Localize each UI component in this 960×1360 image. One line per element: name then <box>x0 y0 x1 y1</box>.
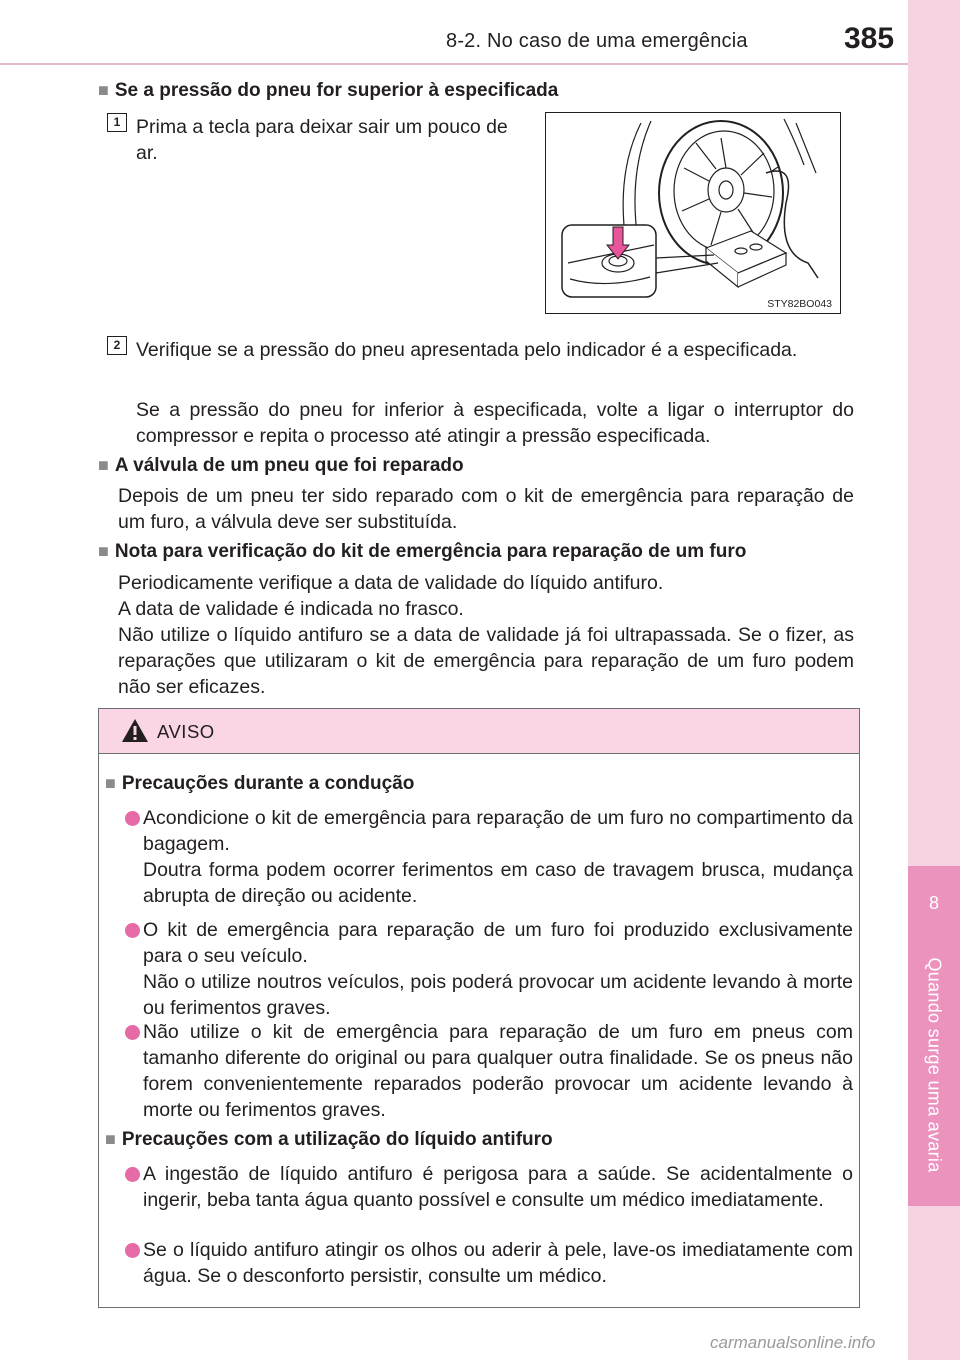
warning-title: AVISO <box>157 721 215 742</box>
step-2-badge: 2 <box>107 336 127 355</box>
kit-note-line-3: Não utilize o líquido antifuro se a data de validade já foi ultrapassada. Se o fizer, as reparações que utilizaram o kit de emergência para reparação de um furo podem não ser eficazes. <box>118 624 854 698</box>
figure-code: STY82BO043 <box>767 298 832 310</box>
watermark: carmanualsonline.info <box>710 1333 876 1352</box>
warning-heading-driving: ■ Precauções durante a condução <box>105 773 415 794</box>
valve-text: Depois de um pneu ter sido reparado com o kit de emergência para reparação de um furo, a válvula deve ser substituída. <box>118 485 854 533</box>
square-bullet-icon: ■ <box>98 455 109 475</box>
section-heading-kit-note: ■ Nota para verificação do kit de emergência para reparação de um furo <box>98 541 747 562</box>
round-bullet-icon <box>125 1025 140 1040</box>
square-bullet-icon: ■ <box>105 1129 116 1149</box>
section-title: 8-2. No caso de uma emergência <box>446 30 748 52</box>
warning-triangle-icon <box>121 718 149 743</box>
warning-item-storage-consequence: Doutra forma podem ocorrer ferimentos em caso de travagem brusca, mudança abrupta de direção ou acidente. <box>143 859 853 907</box>
warning-item-ingestion: A ingestão de líquido antifuro é perigosa para a saúde. Se acidentalmente o ingerir, beba tanta água quanto possível e consulte um médico imediatamente. <box>143 1163 853 1211</box>
warning-item-eyes-skin: Se o líquido antifuro atingir os olhos ou aderir à pele, lave-os imediatamente com água. Se o desconforto persistir, consulte um médico. <box>143 1239 853 1287</box>
warning-item-storage: Acondicione o kit de emergência para reparação de um furo no compartimento da bagagem. <box>143 807 853 855</box>
square-bullet-icon: ■ <box>105 773 116 793</box>
square-bullet-icon: ■ <box>98 541 109 561</box>
step-1-text: Prima a tecla para deixar sair um pouco de ar. <box>136 116 508 164</box>
step-2-note: Se a pressão do pneu for inferior à especificada, volte a ligar o interruptor do compressor e repita o processo até atingir a pressão especificada. <box>136 399 854 447</box>
warning-item-exclusive: O kit de emergência para reparação de um furo foi produzido exclusivamente para o seu veículo. <box>143 919 853 967</box>
tire-compressor-drawing <box>546 113 840 313</box>
round-bullet-icon <box>125 1167 140 1182</box>
section-heading-valve: ■ A válvula de um pneu que foi reparado <box>98 455 464 476</box>
round-bullet-icon <box>125 923 140 938</box>
warning-item-tire-size: Não utilize o kit de emergência para reparação de um furo em pneus com tamanho diferente do original ou para qualquer outra finalidade. Se os pneus não forem convenientemente reparados poderão provocar um acidente levando à morte ou ferimentos graves. <box>143 1021 853 1121</box>
header-divider <box>0 63 908 65</box>
warning-heading-sealant: ■ Precauções com a utilização do líquido antifuro <box>105 1129 553 1150</box>
section-heading-pressure-high: ■ Se a pressão do pneu for superior à especificada <box>98 80 559 101</box>
warning-item-exclusive-consequence: Não o utilize noutros veículos, pois poderá provocar um acidente levando à morte ou ferimentos graves. <box>143 971 853 1019</box>
round-bullet-icon <box>125 1243 140 1258</box>
kit-note-line-2: A data de validade é indicada no frasco. <box>118 598 464 620</box>
chapter-number: 8 <box>928 893 939 913</box>
square-bullet-icon: ■ <box>98 80 109 100</box>
step-1-badge: 1 <box>107 113 127 132</box>
page-number: 385 <box>844 22 895 55</box>
chapter-title: Quando surge uma avaria <box>924 957 945 1173</box>
step-2-text: Verifique se a pressão do pneu apresentada pelo indicador é a especificada. <box>136 339 798 361</box>
warning-header <box>99 709 859 754</box>
compressor-illustration <box>545 112 841 314</box>
warning-box <box>98 708 860 1308</box>
round-bullet-icon <box>125 811 140 826</box>
kit-note-line-1: Periodicamente verifique a data de validade do líquido antifuro. <box>118 572 664 594</box>
